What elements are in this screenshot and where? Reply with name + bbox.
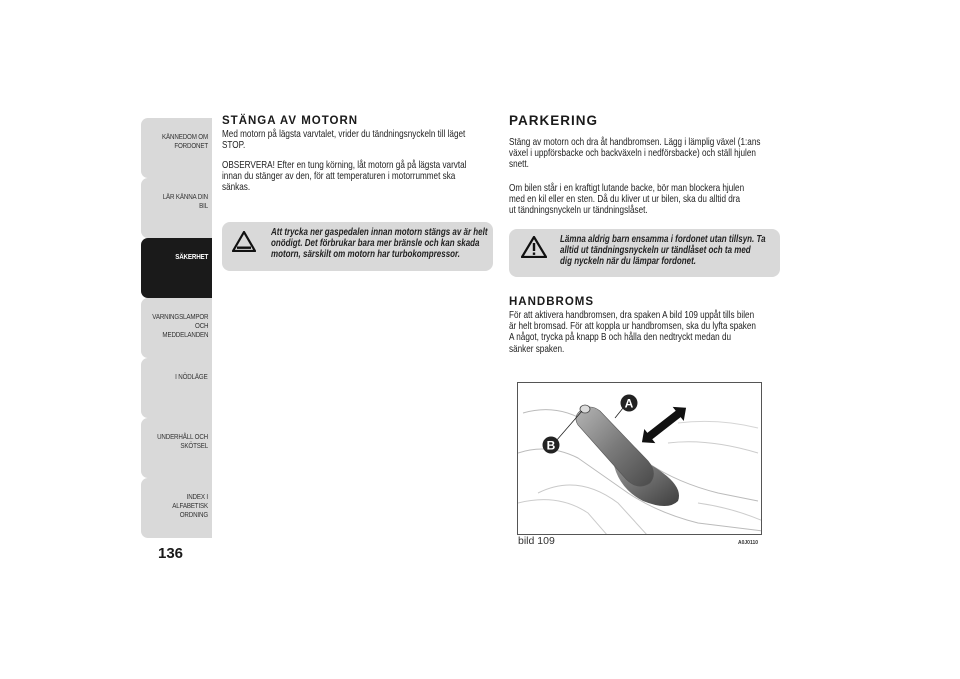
paragraph-stop: Med motorn på lägsta varvtalet, vrider du tändningsnyckeln till läget STOP. [222, 129, 466, 152]
warning-triangle-icon [232, 231, 256, 252]
tab-i-nodlage[interactable]: I NÖDLÄGE [141, 358, 212, 418]
warning-text-engine: Att trycka ner gaspedalen innan motorn stängs av är helt onödigt. Det förbrukar bara mer bränsle och kan skada motorn, särskilt om motorn har turbokompressor. [271, 227, 488, 260]
warning-exclamation-icon [521, 236, 547, 258]
figure-caption: bild 109 [518, 535, 555, 547]
figure-code: A0J0110 [738, 540, 759, 546]
paragraph-observera: OBSERVERA! Efter en tung körning, låt motorn gå på lägsta varvtal innan du stänger av den, för att temperaturen i motorrummet ska sänkas. [222, 160, 467, 194]
tab-varningslampor[interactable]: VARNINGSLAMPOR OCH MEDDELANDEN [141, 298, 212, 358]
heading-handbroms: HANDBROMS [509, 296, 595, 308]
tab-index[interactable]: INDEX I ALFABETISK ORDNING [141, 478, 212, 538]
label-b: B [546, 438, 556, 453]
paragraph-handbroms: För att aktivera handbromsen, dra spaken A bild 109 uppåt tills bilen är helt bromsad. För att koppla ur handbromsen, ska du lyfta spaken A något, trycka på knapp B och hålla den nedtryckt medan du sänker spaken. [509, 310, 756, 355]
tab-kannedom[interactable]: KÄNNEDOM OM FORDONET [141, 118, 212, 178]
paragraph-parkering-1: Stäng av motorn och dra åt handbromsen. Lägg i lämplig växel (1:ans växel i uppförsbacke och backväxeln i nedförsbacke) och ställ hjulen snett. [509, 137, 761, 171]
tab-underhall[interactable]: UNDERHÅLL OCH SKÖTSEL [141, 418, 212, 478]
warning-text-children: Lämna aldrig barn ensamma i fordonet utan tillsyn. Ta alltid ut tändningsnyckeln ur tändlåset och ta med dig nyckeln när du lämpar fordonet. [560, 234, 766, 267]
heading-parkering: PARKERING [509, 113, 599, 128]
tab-lar-kanna[interactable]: LÄR KÄNNA DIN BIL [141, 178, 212, 238]
figure-handbrake [517, 382, 762, 535]
paragraph-parkering-2: Om bilen står i en kraftigt lutande backe, bör man blockera hjulen med en kil eller en sten. Då du kliver ut ur bilen, ska du alltid dra ut tändningsnyckeln ur tändningslåset. [509, 183, 745, 217]
page-number: 136 [158, 545, 184, 562]
tab-sakerhet[interactable]: SÄKERHET [141, 238, 212, 298]
label-a: A [624, 396, 634, 411]
handbrake-illustration [518, 383, 762, 535]
heading-stanga-av-motorn: STÄNGA AV MOTORN [222, 115, 359, 127]
